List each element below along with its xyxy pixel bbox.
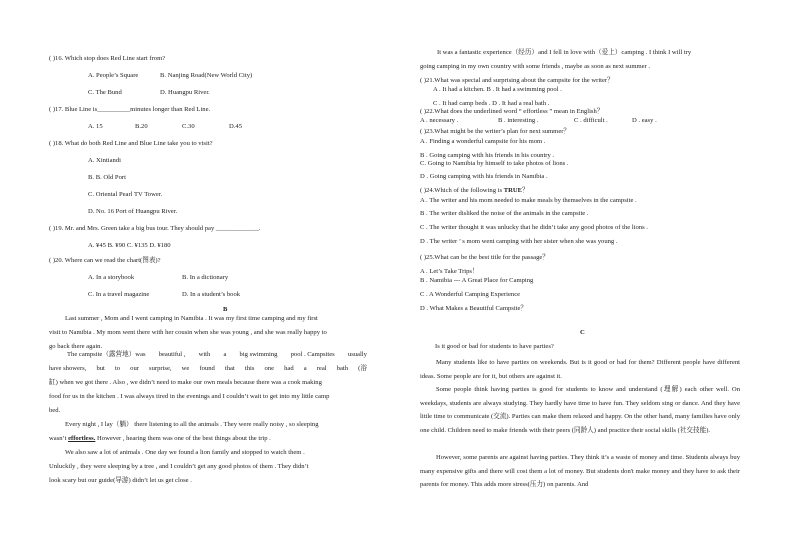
q22-stem: ( )22.What does the underlined word “ effortless ” mean in English？ xyxy=(420,108,604,115)
q21-options-ab: A . It had a kitchen. B . It had a swimming pool . xyxy=(433,86,562,93)
passage-c-title: Is it good or bad for students to have parties? xyxy=(435,343,554,350)
q24-option-c: C . The writer thought it was unlucky that he didn’t take any good photos of the lions . xyxy=(420,224,648,231)
q25-stem: ( )25.What can be the best title for the passage？ xyxy=(420,254,549,261)
q21-options-cd: C . It had camp beds . D . It had a real bath . xyxy=(433,100,550,107)
passage-c-p3: However, some parents are against having parties. They think it’s a waste of money and time. Students always buy many expensive gifts and there will cost them a lot of money. But students don't make money and they have to ask their parents for money. This adds more stress(压力) on parents. And xyxy=(420,454,740,488)
passage-b-p1-line2: visit to Namibia . My mom went there with her cousin when she was young , and she was really happy to xyxy=(49,329,327,336)
passage-b-p2-line3: 缸) when we got there . Also , we didn’t need to make our own meals because there was a cook making xyxy=(49,379,322,386)
q22-option-b: B . interesting . xyxy=(498,117,539,124)
q16-option-c: C. The Bund xyxy=(88,89,122,96)
q23-option-d: D . Going camping with his friends in Namibia . xyxy=(420,173,548,180)
passage-c-p2: Some people think having parties is good for students to know and understand (理解) each other well. On weekdays, students are always studying. They hardly have time to have fun. They seldom sing or dance. And they have little time to communicate (交流). Parties can make them relaxed and happy. On the other hand, many families have only one child. Children need to make friends with their peers (同龄人) and practice their social skills (社交技能). xyxy=(420,386,741,434)
q25-option-d: D . What Makes a Beautiful Campsite？ xyxy=(420,305,528,312)
q23-option-c: C. Going to Namibia by himself to take photos of lions . xyxy=(420,160,569,167)
passage-b-p3-line2: wasn’t effortless. However , hearing them was one of the best things about the trip . xyxy=(49,435,271,442)
q24-option-b: B . The writer disliked the noise of the animals in the campsite . xyxy=(420,210,589,217)
q20-option-c: C. In a travel magazine xyxy=(88,291,150,298)
passage-b-p1-line3: go back there again. xyxy=(49,343,103,350)
q19-stem: ( )19. Mr. and Mrs. Green take a big bus tour. They should pay _____________. xyxy=(49,225,261,232)
passage-b-p5-line2: going camping in my own country with some friends , maybe as soon as next summer . xyxy=(420,63,651,70)
passage-b-p2-line5: bed. xyxy=(49,407,61,414)
q25-option-a: A . Let’s Take Trips！ xyxy=(420,268,479,275)
q23-option-b: B . Going camping with his friends in his country . xyxy=(420,152,555,159)
section-c-heading: C xyxy=(580,329,585,336)
q24-stem: ( )24.Which of the following is TRUE？ xyxy=(420,187,529,194)
passage-b-p2-line4: food for us in the kitchen . I was always tired in the evenings and I couldn’t wait to get into my little camp xyxy=(49,393,330,400)
q24-option-d: D . The writer ’ s mom went camping with her sister when she was young . xyxy=(420,238,618,245)
passage-c-p1: Many students like to have parties on weekends. But is it good or bad for them? Different people have different ideas. Some people are for it, but others are against it. xyxy=(420,359,740,380)
q17-option-d: D.45 xyxy=(229,123,243,130)
passage-b-p5-line1: It was a fantastic experience（经历）and I fell in love with（爱上）camping . I think I will try xyxy=(437,49,692,56)
q16-option-b: B. Nanjing Road(New World City) xyxy=(160,72,253,79)
q21-stem: ( )21.What was special and surprising about the campsite for the writer？ xyxy=(420,77,614,84)
q17-stem: ( )17. Blue Line is__________minutes longer than Red Line. xyxy=(49,106,211,113)
q25-option-c: C . A Wonderful Camping Experience xyxy=(420,291,521,298)
q18-option-a: A. Xintiandi xyxy=(88,157,121,164)
q19-options: A. ¥45 B. ¥90 C. ¥135 D. ¥180 xyxy=(88,242,171,249)
q17-option-c: C.30 xyxy=(182,123,195,130)
q20-option-d: D. In a student’s book xyxy=(182,291,241,298)
q22-option-d: D . easy . xyxy=(632,117,657,124)
section-b-heading: B xyxy=(223,306,228,313)
passage-b-p4-line2: Unluckily , they were sleeping by a tree , and I couldn’t get any good photos of them . They didn’t xyxy=(49,463,309,470)
passage-b-p1-line1: Last summer , Mom and I went camping in Namibia . It was my first time camping and my first xyxy=(65,315,318,322)
q17-option-a: A. 15 xyxy=(88,123,103,130)
q18-option-b: B. B. Old Port xyxy=(88,174,126,181)
q18-option-d: D. No. 16 Port of Huangpu River. xyxy=(88,208,178,215)
passage-b-p2-line1: The campsite（露营地）was beautiful , with a big swimming pool . Campsites usually xyxy=(67,351,367,358)
q20-option-b: B. In a dictionary xyxy=(182,274,229,281)
q22-option-a: A . necessary . xyxy=(420,117,459,124)
passage-b-p3-line1: Every night , I lay（躺） there listening to all the animals . They were really noisy , so sleeping xyxy=(65,421,319,428)
q24-option-a: A . The writer and his mom needed to make meals by themselves in the campsite . xyxy=(420,197,637,204)
q23-stem: ( )23.What might be the writer’s plan for next summer？ xyxy=(420,128,571,135)
q18-stem: ( )18. What do both Red Line and Blue Line take you to visit? xyxy=(49,140,213,147)
q23-option-a: A . Finding a wonderful campsite for his mom . xyxy=(420,138,546,145)
q16-option-d: D. Huangpu River. xyxy=(160,89,210,96)
q20-stem: ( )20. Where can we read the chart(图表)? xyxy=(49,257,161,264)
q22-option-c: C . difficult . xyxy=(574,117,608,124)
q25-option-b: B . Namibia --- A Great Place for Camping xyxy=(420,277,534,284)
q16-option-a: A. People’s Square xyxy=(88,72,139,79)
passage-b-p2-line2: have showers, but to our surprise, we found that this one had a real bath (浴 xyxy=(49,365,367,372)
passage-b-p4-line3: look scary but our guide(导游) didn’t let us get close . xyxy=(49,477,192,484)
q16-stem: ( )16. Which stop does Red Line start from? xyxy=(49,55,166,62)
underlined-word-effortless: effortless. xyxy=(68,435,96,442)
q20-option-a: A. In a storybook xyxy=(88,274,135,281)
passage-b-p4-line1: We also saw a lot of animals . One day we found a lion family and stopped to watch them . xyxy=(65,449,305,456)
q18-option-c: C. Oriental Pearl TV Tower. xyxy=(88,191,163,198)
q17-option-b: B.20 xyxy=(135,123,148,130)
